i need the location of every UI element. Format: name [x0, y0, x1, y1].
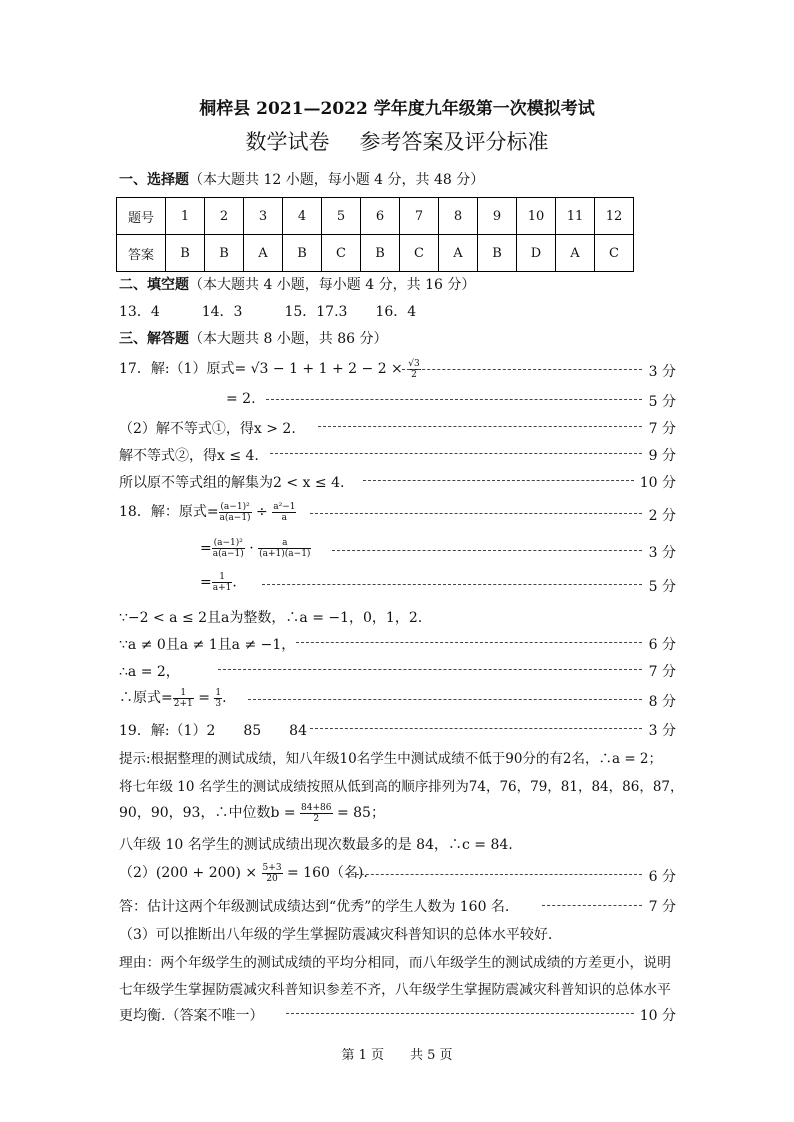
- score-leader: [318, 426, 642, 427]
- fraction: $\frac{1}{a+1}$: [212, 572, 232, 593]
- table-cell: B: [361, 235, 400, 272]
- score-leader: [402, 369, 642, 370]
- q19-line-9: 理由：两个年级学生的测试成绩的平均分相同，而八年级学生的测试成绩的方差更小，说明: [119, 955, 671, 971]
- fraction: $\frac{\text{(a−1)²}}{a(a-1)}$: [212, 538, 244, 559]
- title-subject: 数学试卷: [245, 130, 330, 154]
- score-label: 3 分: [648, 723, 676, 739]
- q17-line-4: 解不等式②，得x ≤ 4.: [119, 448, 259, 464]
- section-fill-heading: 二、填空题（本大题共 4 小题，每小题 4 分，共 16 分）: [119, 277, 476, 293]
- score-leader: [262, 584, 642, 585]
- q18-line-7: ∴原式= $\frac{1}{2+1}$ = $\frac{1}{3}$ .: [119, 687, 227, 709]
- fraction: $\frac{1}{2+1}$: [173, 687, 193, 709]
- score-label: 5 分: [648, 394, 676, 410]
- table-header-cell: 答案: [117, 235, 166, 272]
- table-cell: C: [322, 235, 361, 272]
- score-leader: [363, 480, 634, 481]
- score-label: 10 分: [639, 475, 676, 491]
- fraction: $\frac{a}{(a+1)(a-1)}$: [259, 538, 311, 559]
- q18-line-3: = $\frac{1}{a+1}$ .: [200, 572, 237, 593]
- fraction: $\frac{\text{(a−1)²}}{a(a-1)}$: [219, 501, 251, 523]
- score-label: 10 分: [639, 1008, 676, 1024]
- table-cell: 12: [595, 198, 634, 235]
- title-answer-key: 参考答案及评分标准: [359, 130, 549, 154]
- table-cell: C: [595, 235, 634, 272]
- exam-title: 桐梓县 2021—2022 学年度九年级第一次模拟考试: [199, 99, 595, 119]
- table-cell: B: [283, 235, 322, 272]
- q19-line-8: （3）可以推断出八年级的学生掌握防震减灾科普知识的总体水平较好.: [119, 927, 553, 943]
- table-cell: B: [166, 235, 205, 272]
- table-cell: 10: [517, 198, 556, 235]
- fill-answers: 13．4 14．3 15．17.3 16．4: [119, 304, 417, 320]
- score-label: 6 分: [648, 637, 676, 653]
- q18-line-6: ∴a = 2，: [119, 664, 180, 680]
- fraction: $\frac{\text{a²−1}}{a}$: [273, 501, 296, 523]
- table-cell: A: [439, 235, 478, 272]
- table-cell: 11: [556, 198, 595, 235]
- table-cell: 8: [439, 198, 478, 235]
- score-label: 7 分: [648, 421, 676, 437]
- document-title: [0, 126, 794, 156]
- score-leader: [332, 550, 642, 551]
- table-cell: B: [205, 235, 244, 272]
- table-cell: D: [517, 235, 556, 272]
- score-label: 9 分: [648, 448, 676, 464]
- answer-table: [116, 197, 634, 272]
- score-label: 6 分: [648, 869, 676, 885]
- q19-line-6: （2）(200 + 200) × $\frac{5+3}{20}$ = 160（名).: [119, 862, 368, 884]
- table-cell: 3: [244, 198, 283, 235]
- q18-line-2: = $\frac{\text{(a−1)²}}{a(a-1)}$ · $\frac{a}{(a+1)(a-1)}$: [200, 538, 311, 559]
- fraction: $\frac{1}{3}$: [215, 687, 222, 709]
- q19-line-2: 提示:根据整理的测试成绩，知八年级10名学生中测试成绩不低于90分的有2名，∴a = 2；: [119, 751, 663, 767]
- score-leader: [310, 728, 642, 729]
- table-cell: 5: [322, 198, 361, 235]
- table-cell: B: [478, 235, 517, 272]
- fraction: $\frac{√3}{2}$: [408, 358, 420, 380]
- q19-line-1: 19．解:（1）2 85 84: [119, 723, 307, 739]
- table-cell: 1: [166, 198, 205, 235]
- q19-line-4: 90，90，93，∴中位数b = $\frac{84+86}{2}$ = 85；: [119, 802, 385, 824]
- score-leader: [286, 1013, 634, 1014]
- score-leader: [270, 453, 642, 454]
- section-solution-heading: 三、解答题（本大题共 8 小题，共 86 分）: [119, 331, 388, 347]
- q17-line-1: 17．解:（1）原式= √3 − 1 + 1 + 2 − 2 × $\frac{√3}{2}$: [119, 358, 420, 380]
- score-leader: [218, 669, 642, 670]
- table-cell: 9: [478, 198, 517, 235]
- q19-line-7: 答：估计这两个年级测试成绩达到“优秀”的学生人数为 160 名.: [119, 899, 510, 915]
- q18-line-1: 18．解：原式= $\frac{\text{(a−1)²}}{a(a-1)}$ ÷ $\frac{\text{a²−1}}{a}$: [119, 501, 296, 523]
- table-cell: A: [244, 235, 283, 272]
- score-label: 3 分: [648, 545, 676, 561]
- table-row-numbers: [117, 198, 634, 235]
- score-leader: [266, 399, 642, 400]
- fraction: $\frac{5+3}{20}$: [262, 862, 282, 884]
- score-label: 7 分: [648, 899, 676, 915]
- table-cell: C: [400, 235, 439, 272]
- table-cell: 6: [361, 198, 400, 235]
- section-choice-heading: 一、选择题（本大题共 12 小题，每小题 4 分，共 48 分）: [119, 172, 485, 188]
- q17-line-2: = 2.: [226, 391, 256, 407]
- score-label: 7 分: [648, 664, 676, 680]
- page-number: 第 1 页 共 5 页: [341, 1048, 453, 1063]
- fraction: $\frac{84+86}{2}$: [301, 802, 332, 824]
- table-cell: A: [556, 235, 595, 272]
- q18-line-4: ∵−2 < a ≤ 2且a为整数，∴a = −1，0，1，2.: [119, 610, 423, 626]
- q19-line-5: 八年级 10 名学生的测试成绩出现次数最多的是 84，∴c = 84.: [119, 837, 513, 853]
- score-leader: [310, 513, 642, 514]
- q19-line-11: 更均衡.（答案不唯一）: [119, 1008, 264, 1024]
- score-label: 5 分: [648, 579, 676, 595]
- score-leader: [296, 642, 642, 643]
- score-leader: [248, 699, 642, 700]
- table-cell: 7: [400, 198, 439, 235]
- table-header-cell: 题号: [117, 198, 166, 235]
- score-label: 3 分: [648, 364, 676, 380]
- table-cell: 2: [205, 198, 244, 235]
- q17-line-5: 所以原不等式组的解集为2 < x ≤ 4.: [119, 475, 345, 491]
- table-cell: 4: [283, 198, 322, 235]
- q17-line-3: （2）解不等式①，得x > 2.: [119, 421, 296, 437]
- score-label: 2 分: [648, 508, 676, 524]
- score-label: 8 分: [648, 694, 676, 710]
- score-leader: [346, 874, 642, 875]
- q19-line-3: 将七年级 10 名学生的测试成绩按照从低到高的顺序排列为74，76，79，81，84，86，87，: [119, 779, 684, 795]
- q18-line-5: ∵a ≠ 0且a ≠ 1且a ≠ −1，: [119, 637, 296, 653]
- score-leader: [542, 905, 642, 906]
- q19-line-10: 七年级学生掌握防震减灾科普知识参差不齐，八年级学生掌握防震减灾科普知识的总体水平: [119, 982, 671, 998]
- table-row-answers: [117, 235, 634, 272]
